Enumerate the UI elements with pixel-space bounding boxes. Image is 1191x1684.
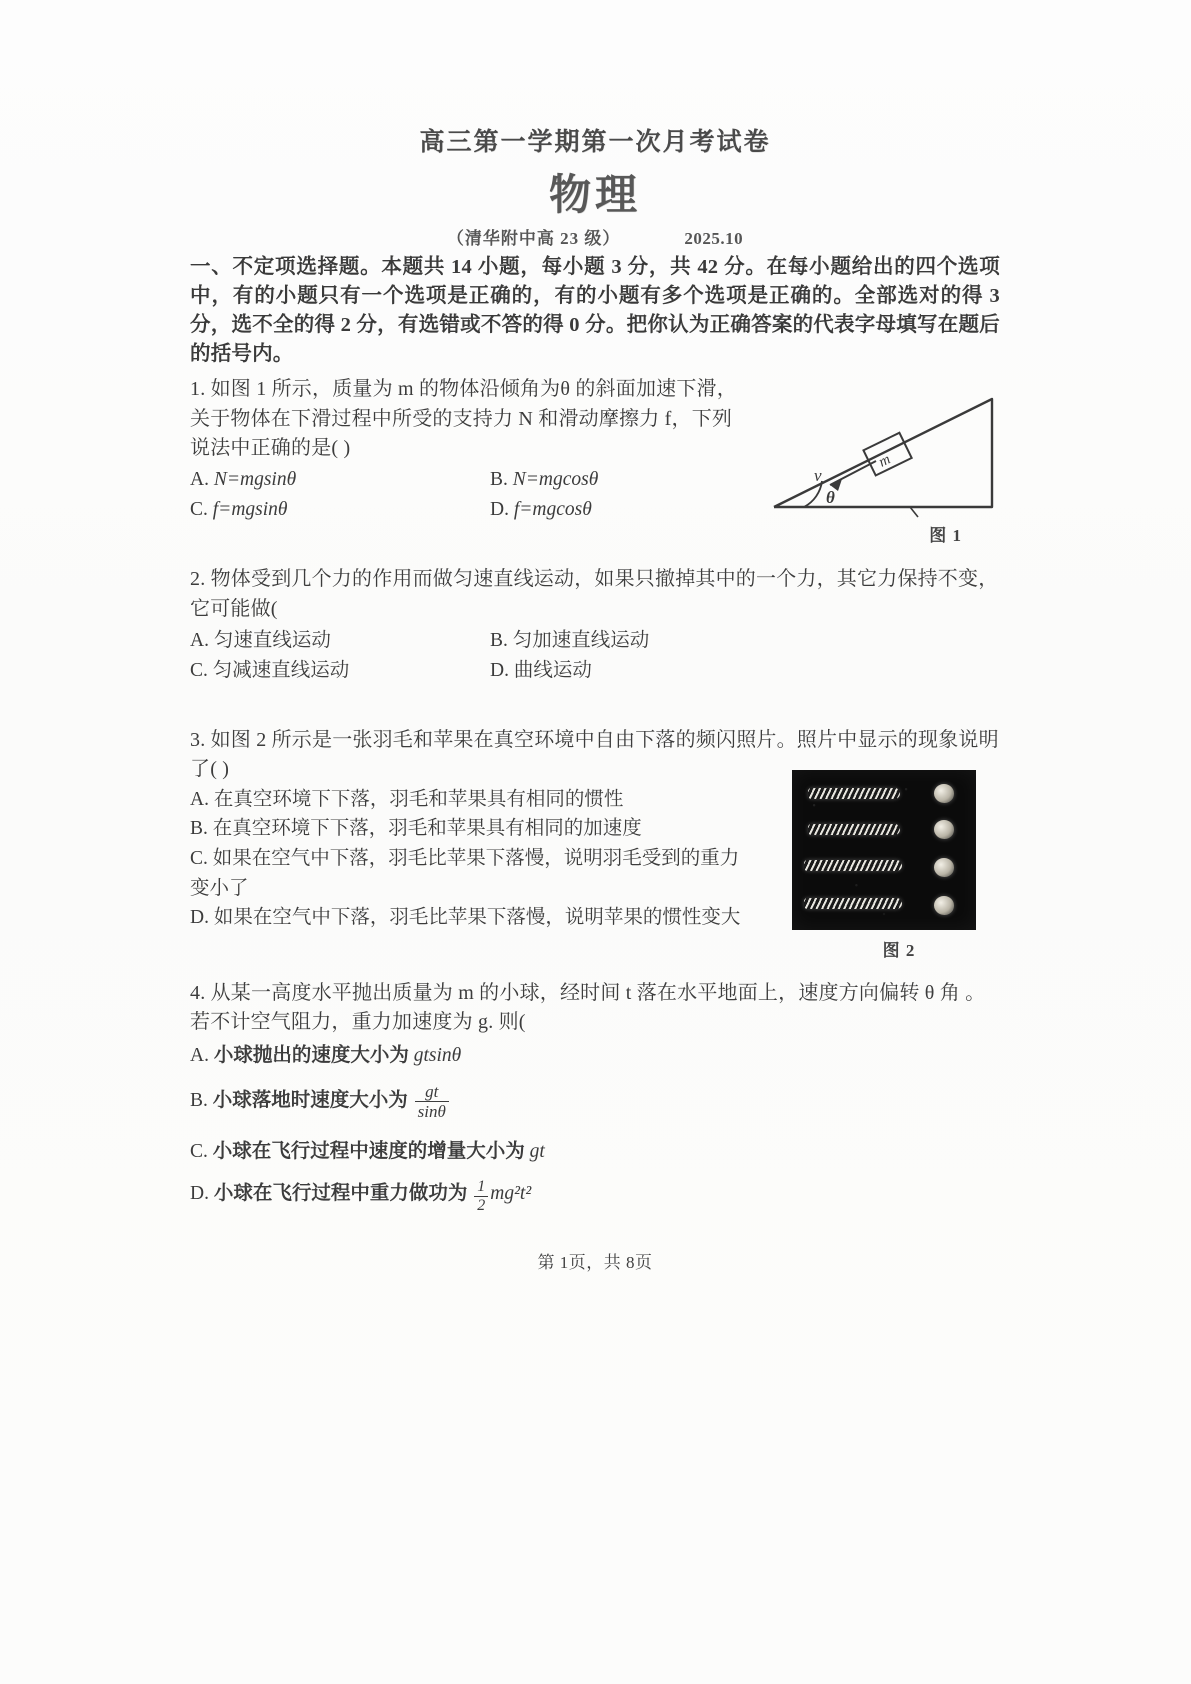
exam-date: 2025.10 [684, 229, 744, 248]
option-label: D. [490, 660, 509, 682]
option-label: C. [190, 1141, 208, 1163]
question-3-number: 3. [190, 729, 206, 752]
option-label: B. [190, 818, 208, 840]
question-3-option-c[interactable] [190, 844, 750, 903]
option-label: A. [190, 788, 209, 810]
apple-image [934, 858, 954, 877]
fraction-numerator: gt [425, 1081, 439, 1101]
question-1-option-d[interactable] [490, 495, 790, 525]
subject-title: 物理 [548, 173, 641, 219]
option-label: B. [190, 1089, 208, 1111]
option-expression: gtsinθ [413, 1045, 462, 1067]
option-expression: gt [529, 1141, 545, 1163]
option-text: 小球抛出的速度大小为 [213, 1045, 414, 1067]
inclined-plane-diagram [760, 381, 1006, 521]
option-fraction [415, 1083, 449, 1121]
option-fraction [474, 1179, 488, 1215]
question-1 [190, 375, 1000, 546]
option-label: C. [190, 499, 208, 521]
fraction-denominator: 2 [474, 1196, 488, 1215]
figure-2-wrapper [760, 770, 1006, 961]
question-4-option-a[interactable] [190, 1041, 1000, 1071]
option-label: B. [490, 629, 508, 651]
question-1-option-b[interactable] [490, 465, 790, 495]
exam-sheet [190, 100, 1000, 1272]
question-2-option-b[interactable] [490, 626, 790, 656]
question-2-option-row-2 [190, 656, 1000, 686]
question-4 [190, 979, 1000, 1215]
option-text: N=mgsinθ [213, 469, 297, 490]
feather-image [804, 860, 902, 871]
question-2-number: 2. [190, 568, 206, 591]
mass-label: m [876, 451, 894, 472]
question-4-option-c[interactable] [190, 1137, 1000, 1167]
question-2-option-c[interactable] [190, 656, 490, 686]
organization-label: （清华附中高 23 级） [446, 229, 621, 248]
question-2-stem [190, 565, 1000, 623]
question-2-option-row-1 [190, 626, 1000, 656]
option-label: C. [190, 847, 208, 869]
option-label: C. [190, 660, 208, 682]
section-instructions: 一、不定项选择题。本题共 14 小题，每小题 3 分，共 42 分。在每小题给出的四个选项中，有的小题只有一个选项是正确的，有的小题有多个选项是正确的。全部选对的得 3 分，选不全的得 2 分，有选错或不答的得 0 分。把你认为正确答案的代表字母填写在题后的括号内。 [190, 256, 1000, 366]
option-text: 曲线运动 [513, 660, 592, 682]
question-1-number: 1. [190, 378, 206, 401]
option-text: 匀加速直线运动 [512, 629, 650, 651]
angle-label: θ [826, 488, 835, 508]
option-label: B. [490, 469, 508, 490]
fraction-numerator: 1 [477, 1177, 486, 1195]
question-3 [190, 726, 1000, 961]
question-4-option-b[interactable] [190, 1083, 1000, 1121]
velocity-label: v [814, 466, 822, 486]
option-text: 小球落地时速度大小为 [212, 1089, 413, 1111]
apple-image [934, 820, 954, 839]
question-3-option-b[interactable] [190, 814, 750, 844]
question-2 [190, 565, 1000, 686]
figure-1-caption: 图 1 [929, 526, 962, 546]
option-expression: mg²t² [490, 1182, 532, 1204]
option-label: D. [190, 907, 209, 929]
figure-2-strobe-photo [792, 770, 976, 930]
figure-2-caption: 图 2 [882, 941, 916, 961]
block-m [863, 433, 911, 476]
option-text: f=mgcosθ [513, 499, 592, 521]
question-4-option-d[interactable] [190, 1179, 1000, 1215]
question-4-number: 4. [190, 981, 206, 1004]
option-label: D. [490, 499, 509, 521]
question-3-option-a[interactable] [190, 785, 750, 815]
exam-meta [190, 224, 1000, 249]
page-footer: 第 1页，共 8页 [537, 1253, 653, 1272]
question-2-options [190, 626, 1000, 686]
question-3-option-d[interactable] [190, 903, 750, 933]
question-3-options [190, 785, 750, 933]
option-text: 小球在飞行过程中速度的增量大小为 [212, 1141, 530, 1163]
option-text: 匀速直线运动 [213, 629, 331, 651]
question-1-option-c[interactable] [190, 495, 490, 525]
option-text: N=mgcosθ [512, 469, 599, 490]
question-4-options [190, 1041, 1000, 1215]
option-label: A. [190, 1045, 209, 1067]
question-1-stem [190, 375, 750, 463]
figure-1-inclined-plane [760, 381, 1006, 521]
option-text: 如果在空气中下落，羽毛比苹果下落慢，说明苹果的惯性变大 [213, 907, 741, 929]
question-1-option-a[interactable] [190, 465, 490, 495]
question-2-option-a[interactable] [190, 626, 490, 656]
question-1-text: 如图 1 所示，质量为 m 的物体沿倾角为θ 的斜面加速下滑，关于物体在下滑过程中所受的支持力 N 和滑动摩擦力 f，下列说法中正确的是( ) [190, 378, 737, 459]
question-4-text: 从某一高度水平抛出质量为 m 的小球，经时间 t 落在水平地面上，速度方向偏转 θ 角 。若不计空气阻力，重力加速度为 g. 则( [190, 981, 986, 1033]
option-text: 小球在飞行过程中重力做功为 [213, 1182, 473, 1204]
apple-image [934, 896, 954, 915]
fraction-denominator: sinθ [415, 1101, 449, 1122]
option-label: A. [190, 469, 209, 490]
option-text: 在真空环境下下落，羽毛和苹果具有相同的惯性 [213, 788, 624, 810]
page-title: 高三第一学期第一次月考试卷 [419, 129, 771, 156]
question-2-option-d[interactable] [490, 656, 790, 686]
option-text: 在真空环境下下落，羽毛和苹果具有相同的加速度 [212, 818, 642, 840]
question-2-text: 物体受到几个力的作用而做匀速直线运动，如果只撤掉其中的一个力，其它力保持不变，它可能做( [190, 568, 999, 620]
apple-image [934, 784, 954, 803]
question-3-text: 如图 2 所示是一张羽毛和苹果在真空环境中自由下落的频闪照片。照片中显示的现象说明了( ) [190, 729, 999, 781]
option-label: D. [190, 1182, 209, 1204]
feather-image [804, 898, 902, 909]
feather-image [808, 788, 900, 799]
option-label: A. [190, 629, 209, 651]
option-text: 匀减速直线运动 [212, 660, 350, 682]
option-text: 如果在空气中下落，羽毛比苹果下落慢，说明羽毛受到的重力变小了 [190, 847, 740, 899]
option-text: f=mgsinθ [212, 499, 288, 521]
feather-image [808, 824, 900, 835]
question-4-stem [190, 979, 1000, 1037]
